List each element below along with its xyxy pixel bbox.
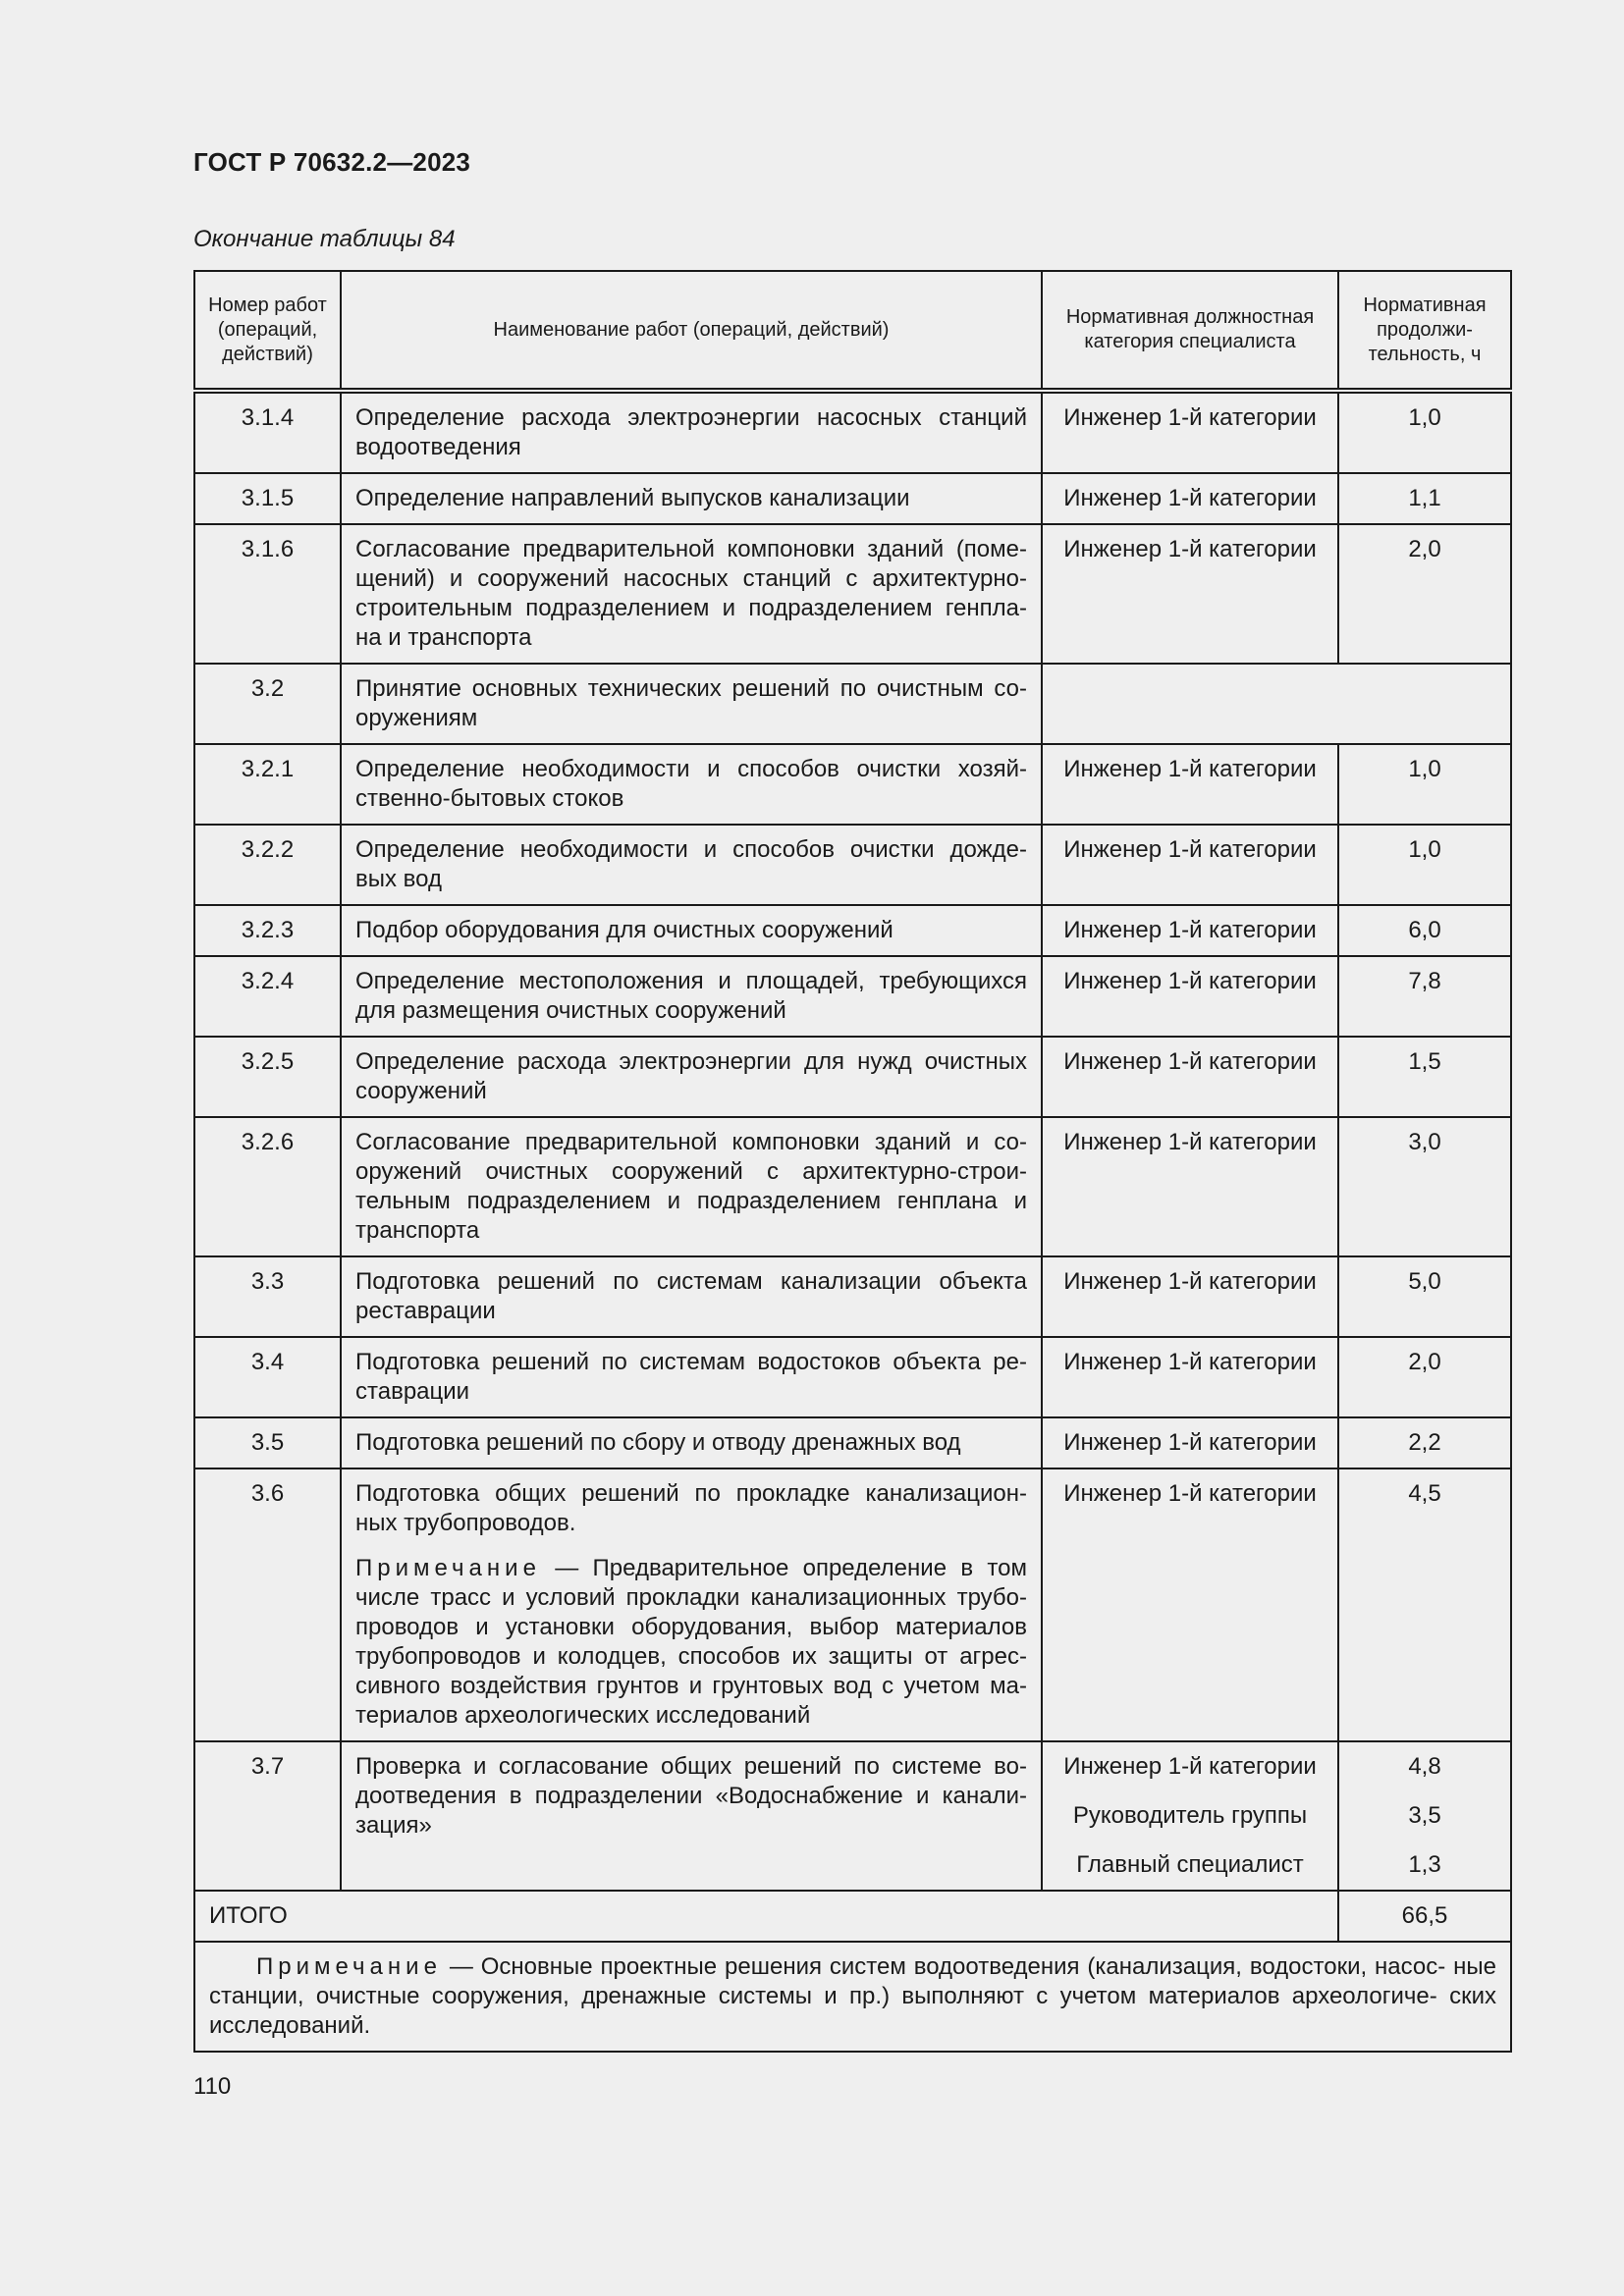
row-category: Инженер 1-й категории	[1042, 1256, 1338, 1337]
row-duration: 1,0	[1338, 391, 1511, 473]
row-duration: 1,0	[1338, 825, 1511, 905]
footnote-label: Примечание	[256, 1953, 442, 1980]
document-header: ГОСТ Р 70632.2—2023	[193, 147, 471, 177]
table-row	[194, 1417, 1511, 1468]
row-name: Определение направлений выпусков канализации	[341, 473, 1042, 524]
row-num: 3.2	[194, 664, 341, 744]
row-name: Согласование предварительной компоновки зданий и со- оружений очистных сооружений с архитектурно-строи- тельным подразделением и подразделением генплана и транспорта	[341, 1117, 1042, 1256]
row-name: Подбор оборудования для очистных сооружений	[341, 905, 1042, 956]
row-duration: 5,0	[1338, 1256, 1511, 1337]
row-name: Проверка и согласование общих решений по системе во- доотведения в подразделении «Водоснабжение и канали- зация»	[341, 1741, 1042, 1891]
row-duration: 2,0	[1338, 1337, 1511, 1417]
row-category: Инженер 1-й категории	[1042, 1037, 1338, 1117]
row-num: 3.2.5	[194, 1037, 341, 1117]
row-num: 3.2.1	[194, 744, 341, 825]
row-name: Принятие основных технических решений по очистным со- оружениям	[341, 664, 1042, 744]
row-name: Определение местоположения и площадей, требующихся для размещения очистных сооружений	[341, 956, 1042, 1037]
page-number: 110	[193, 2073, 232, 2100]
row-name: Согласование предварительной компоновки зданий (поме- щений) и сооружений насосных станций с архитектурно- строительным подразделением и подразделением генпла- на и транспорта	[341, 524, 1042, 664]
row-category: Инженер 1-й категории	[1042, 524, 1338, 664]
row-category: Инженер 1-й категории	[1042, 825, 1338, 905]
column-header-category: Нормативная должностная категория специалиста	[1042, 271, 1338, 391]
row-duration: 7,8	[1338, 956, 1511, 1037]
row-num: 3.2.2	[194, 825, 341, 905]
row-category: Инженер 1-й категории	[1042, 905, 1338, 956]
row-num: 3.2.6	[194, 1117, 341, 1256]
works-table	[193, 270, 1512, 2053]
row-duration: 2,0	[1338, 524, 1511, 664]
row-name: Подготовка решений по системам канализации объекта реставрации	[341, 1256, 1042, 1337]
row-num: 3.3	[194, 1256, 341, 1337]
row-name: Подготовка решений по сбору и отводу дренажных вод	[341, 1417, 1042, 1468]
table-row	[194, 956, 1511, 1037]
row-note-text: — Предварительное определение в том числе трасс и условий прокладки канализационных трубо- проводов и установки оборудования, выбор материалов трубопроводов и колодцев, способов их защиты от агрес- сивного воздействия грунтов и грунтовых вод с учетом ма- териалов археологических исследований	[355, 1555, 1027, 1729]
column-header-num: Номер работ (операций, действий)	[194, 271, 341, 391]
table-row	[194, 1117, 1511, 1256]
row-category: Руководитель группы	[1072, 1802, 1308, 1829]
row-category: Инженер 1-й категории	[1042, 956, 1338, 1037]
row-num: 3.5	[194, 1417, 341, 1468]
footnote-row	[194, 1942, 1511, 2052]
row-category: Инженер 1-й категории	[1042, 744, 1338, 825]
row-categories	[1042, 1741, 1338, 1891]
row-num: 3.1.4	[194, 391, 341, 473]
row-duration: 6,0	[1338, 905, 1511, 956]
table-row	[194, 473, 1511, 524]
row-duration: 3,0	[1338, 1117, 1511, 1256]
row-num: 3.7	[194, 1741, 341, 1891]
row-num: 3.4	[194, 1337, 341, 1417]
total-row	[194, 1891, 1511, 1942]
row-category: Инженер 1-й категории	[1042, 473, 1338, 524]
footnote-text: — Основные проектные решения систем водоотведения (канализация, водостоки, насос- ные станции, очистные сооружения, дренажные системы и пр.) выполняют с учетом материалов археологиче- ских исследований.	[209, 1953, 1496, 2039]
row-note-label: Примечание	[355, 1555, 541, 1581]
total-label: ИТОГО	[194, 1891, 1338, 1942]
row-name: Определение расхода электроэнергии для нужд очистных сооружений	[341, 1037, 1042, 1117]
row-name: Определение необходимости и способов очистки дожде- вых вод	[341, 825, 1042, 905]
row-name: Определение расхода электроэнергии насосных станций водоотведения	[341, 391, 1042, 473]
row-durations	[1338, 1741, 1511, 1891]
row-name: Определение необходимости и способов очистки хозяй- ственно-бытовых стоков	[341, 744, 1042, 825]
table-row	[194, 1256, 1511, 1337]
table-footnote	[194, 1942, 1511, 2052]
row-duration: 4,8	[1408, 1753, 1441, 1780]
row-num: 3.2.4	[194, 956, 341, 1037]
column-header-name: Наименование работ (операций, действий)	[341, 271, 1042, 391]
table-row	[194, 1037, 1511, 1117]
row-num: 3.2.3	[194, 905, 341, 956]
row-duration: 3,5	[1408, 1802, 1441, 1829]
row-name-with-note	[341, 1468, 1042, 1741]
row-category: Инженер 1-й категории	[1042, 1337, 1338, 1417]
row-duration: 1,5	[1338, 1037, 1511, 1117]
table-row	[194, 1741, 1511, 1891]
row-name: Подготовка решений по системам водостоков объекта ре- ставрации	[341, 1337, 1042, 1417]
row-duration: 2,2	[1338, 1417, 1511, 1468]
total-value: 66,5	[1338, 1891, 1511, 1942]
table-caption: Окончание таблицы 84	[193, 226, 456, 252]
table-row	[194, 744, 1511, 825]
table-row	[194, 825, 1511, 905]
row-duration: 1,1	[1338, 473, 1511, 524]
row-duration: 1,0	[1338, 744, 1511, 825]
row-category: Инженер 1-й категории	[1042, 1117, 1338, 1256]
row-category: Инженер 1-й категории	[1042, 1468, 1338, 1741]
table-row	[194, 905, 1511, 956]
table-row	[194, 524, 1511, 664]
row-name-text: Подготовка общих решений по прокладке канализацион- ных трубопроводов.	[355, 1480, 1027, 1536]
row-duration: 4,5	[1338, 1468, 1511, 1741]
row-category: Инженер 1-й категории	[1042, 1417, 1338, 1468]
row-category: Главный специалист	[1076, 1851, 1304, 1878]
row-num: 3.1.6	[194, 524, 341, 664]
row-category: Инженер 1-й категории	[1042, 391, 1338, 473]
row-num: 3.1.5	[194, 473, 341, 524]
table-row	[194, 1337, 1511, 1417]
row-empty-cell	[1042, 664, 1511, 744]
row-category: Инженер 1-й категории	[1063, 1753, 1317, 1780]
row-duration: 1,3	[1408, 1851, 1441, 1878]
table-header-row	[194, 271, 1511, 391]
table-row-section	[194, 664, 1511, 744]
column-header-duration: Нормативная продолжи- тельность, ч	[1338, 271, 1511, 391]
table-row	[194, 1468, 1511, 1741]
table-row	[194, 391, 1511, 473]
row-note	[355, 1554, 1027, 1731]
row-num: 3.6	[194, 1468, 341, 1741]
